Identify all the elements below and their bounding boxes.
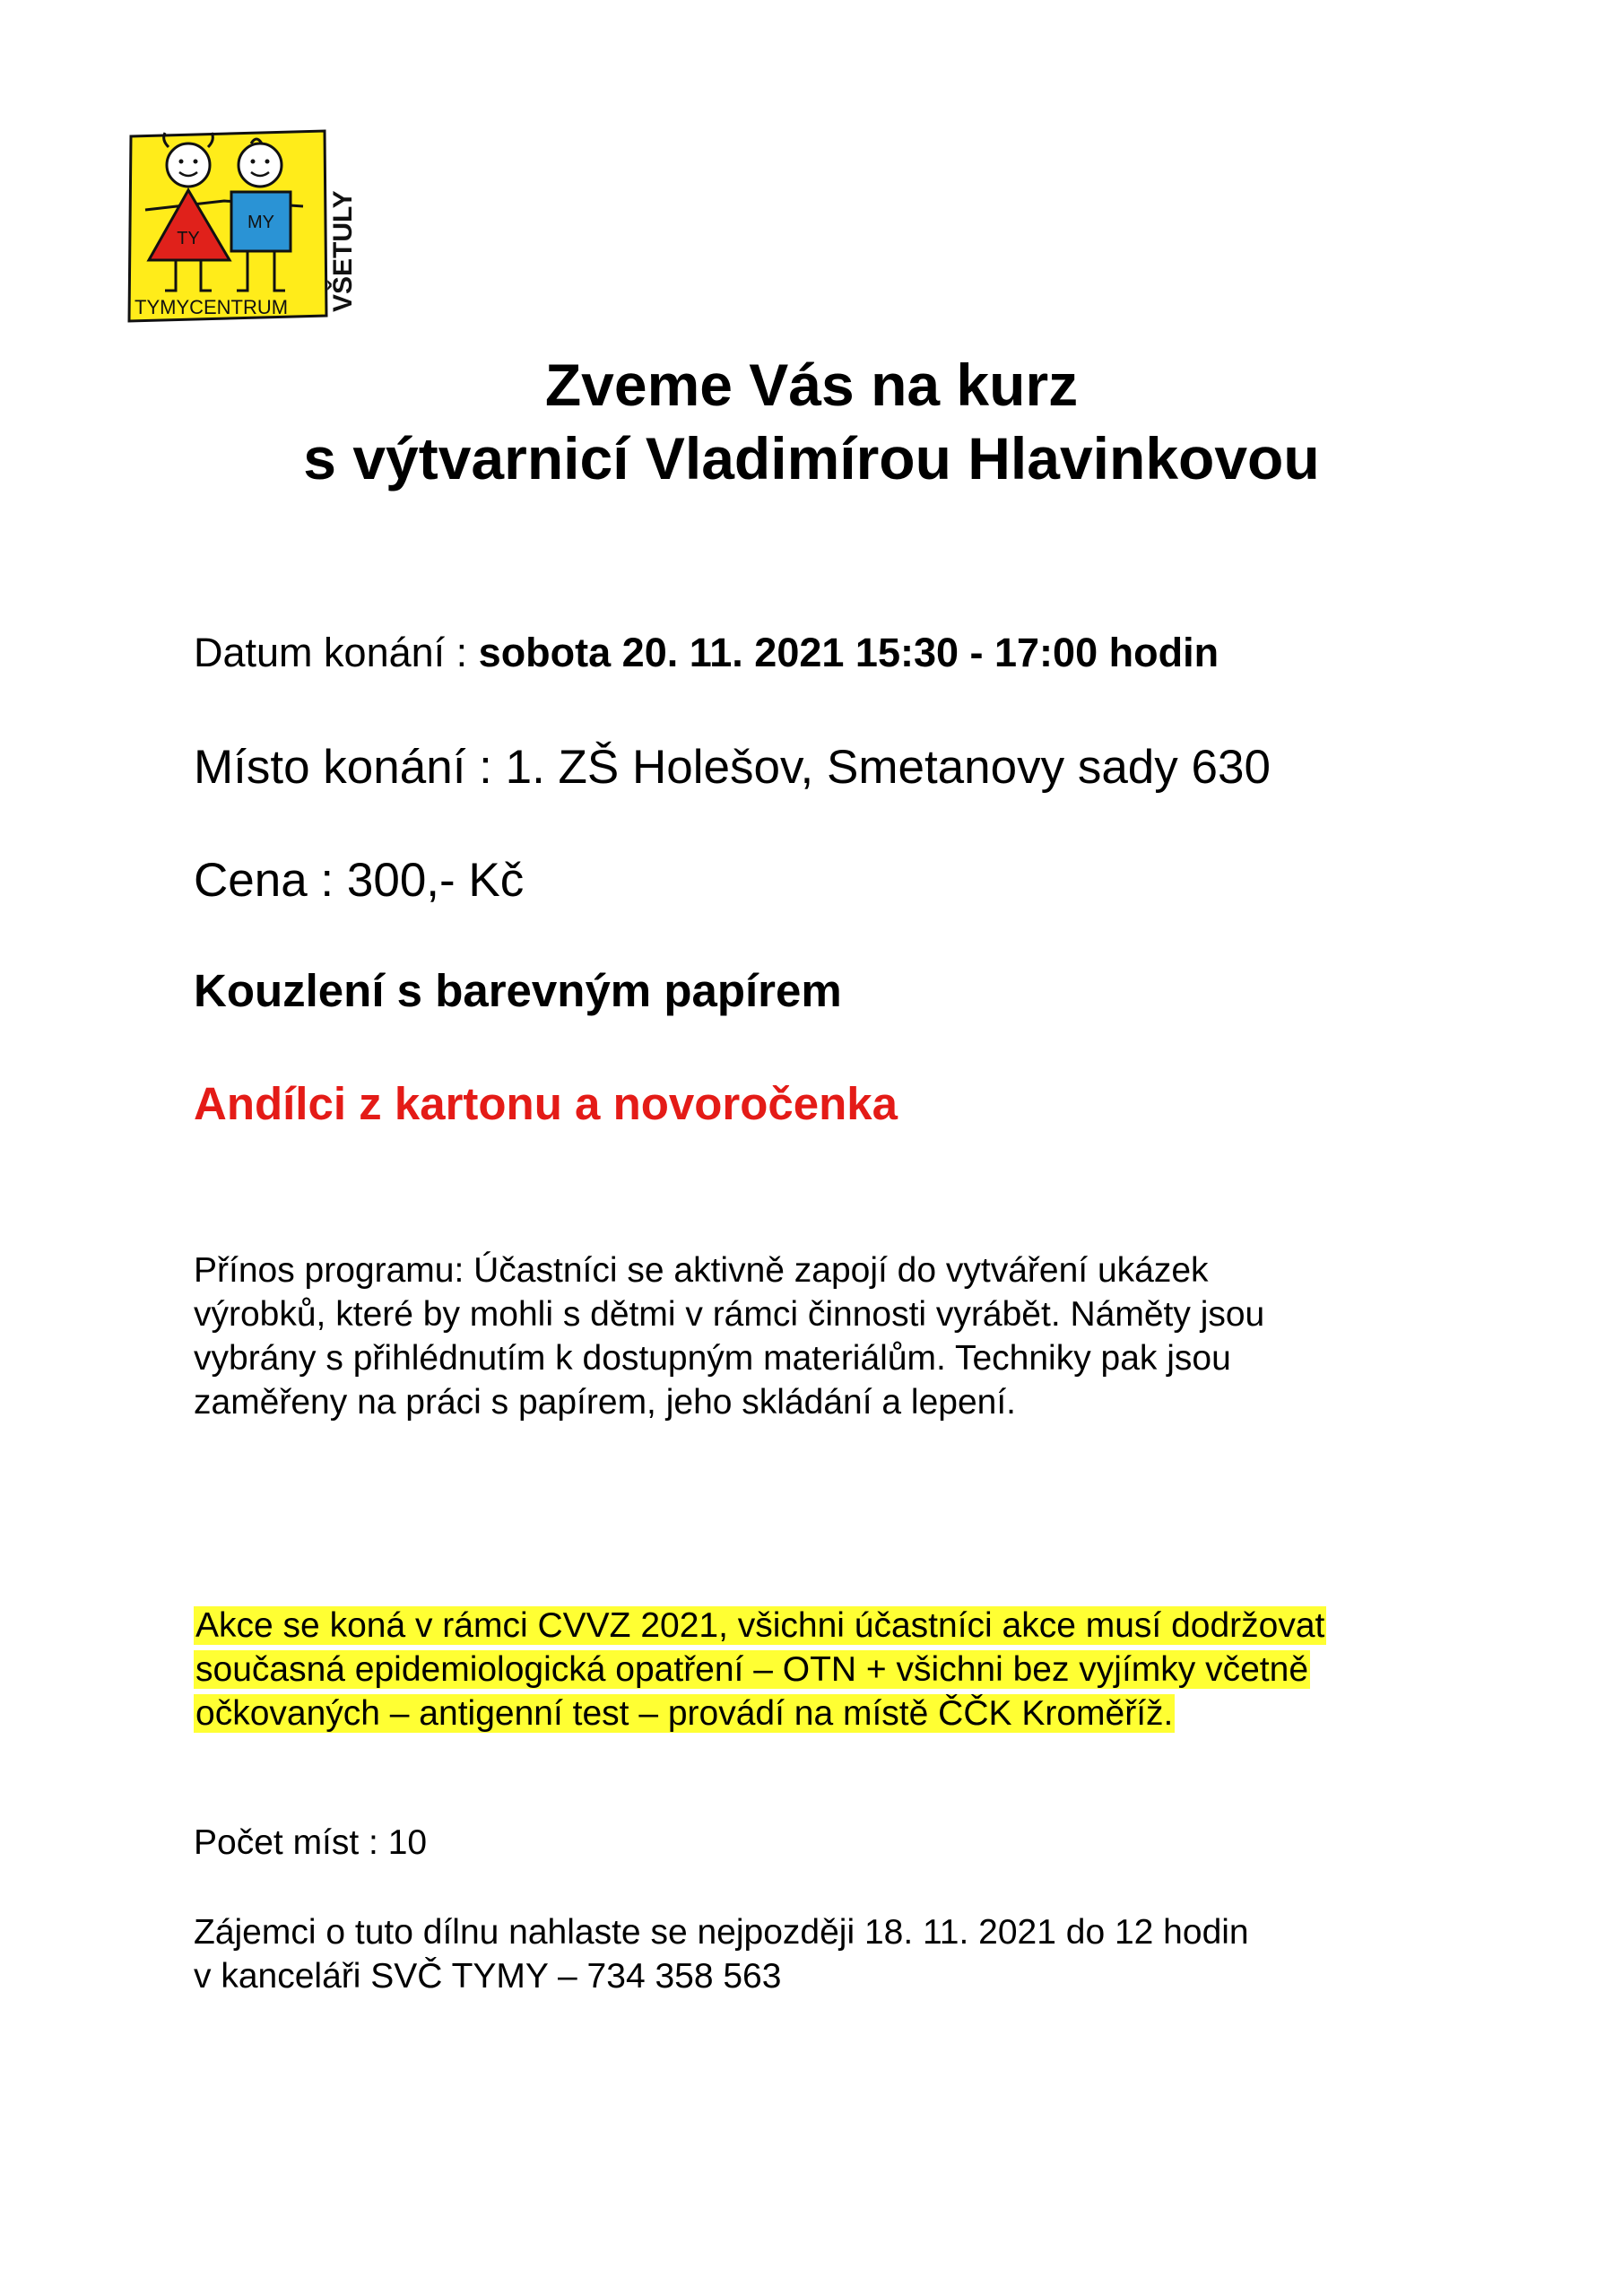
notice-line: současná epidemiologická opatření – OTN + všichni bez vyjímky včetně bbox=[195, 1650, 1309, 1689]
capacity-text: Počet míst : 10 bbox=[194, 1823, 428, 1862]
registration-contact bbox=[194, 1910, 1249, 1998]
logo-my-label: MY bbox=[247, 213, 274, 232]
event-price: Cena : 300,- Kč bbox=[194, 854, 525, 907]
benefit-line: zaměřeny na práci s papírem, jeho skládání a lepení. bbox=[194, 1383, 1017, 1422]
event-subtopic: Andílci z kartonu a novoročenka bbox=[194, 1078, 898, 1129]
benefit-line: vybrány s přihlédnutím k dostupným materiálům. Techniky pak jsou bbox=[194, 1339, 1231, 1378]
heading-line-2: s výtvarnicí Vladimírou Hlavinkovou bbox=[303, 425, 1320, 491]
contact-line: v kanceláři SVČ TYMY – 734 358 563 bbox=[194, 1957, 782, 1996]
logo-side-text: VŠETULY bbox=[328, 190, 358, 312]
event-topic: Kouzlení s barevným papírem bbox=[194, 965, 842, 1016]
event-date bbox=[194, 628, 1219, 678]
logo-graphic bbox=[126, 124, 360, 339]
contact-line: Zájemci o tuto dílnu nahlaste se nejpozději 18. 11. 2021 do 12 hodin bbox=[194, 1913, 1249, 1952]
heading-line-1: Zveme Vás na kurz bbox=[544, 352, 1079, 418]
notice-line: očkovaných – antigenní test – provádí na místě ČČK Kroměříž. bbox=[195, 1694, 1174, 1733]
tymycentrum-logo bbox=[126, 124, 360, 339]
logo-ty-label: TY bbox=[177, 229, 200, 248]
event-date-value: sobota 20. 11. 2021 15:30 - 17:00 hodin bbox=[478, 630, 1219, 675]
notice-line: Akce se koná v rámci CVVZ 2021, všichni účastníci akce musí dodržovat bbox=[195, 1606, 1325, 1645]
program-benefit-paragraph bbox=[194, 1248, 1264, 1424]
benefit-line: Přínos programu: Účastníci se aktivně zapojí do vytváření ukázek bbox=[194, 1251, 1209, 1290]
logo-organization-text: TYMYCENTRUM bbox=[135, 296, 289, 318]
covid-notice bbox=[194, 1604, 1326, 1735]
event-date-label: Datum konání : bbox=[194, 630, 479, 675]
event-place: Místo konání : 1. ZŠ Holešov, Smetanovy sady 630 bbox=[194, 741, 1271, 794]
benefit-line: výrobků, které by mohli s dětmi v rámci činnosti vyrábět. Náměty jsou bbox=[194, 1295, 1265, 1334]
